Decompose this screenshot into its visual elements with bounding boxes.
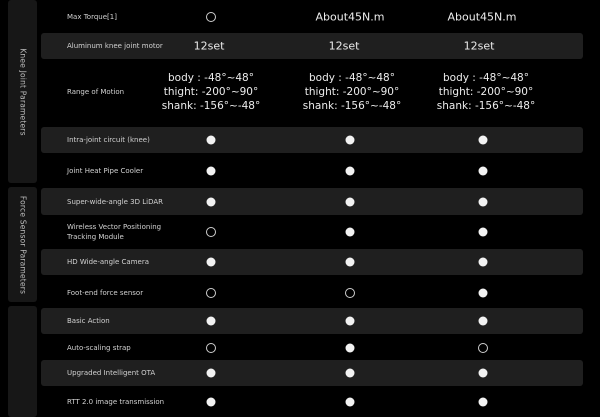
feature-present-dot: [207, 258, 216, 267]
section-knee-joint-parameters: [8, 0, 37, 183]
row-label: Max Torque[1]: [67, 12, 117, 21]
feature-present-dot: [479, 228, 488, 237]
feature-present-dot: [479, 398, 488, 407]
section-label: Knee Joint Parameters: [18, 47, 27, 136]
table-row-range-of-motion: [41, 62, 583, 122]
feature-present-dot: [207, 369, 216, 378]
feature-present-dot: [346, 136, 355, 145]
feature-present-dot: [207, 197, 216, 206]
feature-absent-dot: [478, 343, 488, 353]
range-body: body : -48°~48°: [167, 72, 254, 84]
cell-value: 12set: [463, 39, 495, 53]
section-force-sensor-parameters: [8, 187, 37, 302]
feature-present-dot: [479, 197, 488, 206]
feature-present-dot: [479, 136, 488, 145]
section-other: [8, 306, 37, 417]
table-row-max-torque: [41, 3, 583, 30]
feature-present-dot: [207, 317, 216, 326]
row-label: Foot-end force sensor: [67, 288, 144, 297]
row-label: Upgraded Intelligent OTA: [67, 369, 156, 377]
row-label: RTT 2.0 image transmission: [67, 398, 165, 406]
table-row-heat-pipe-cooler: [41, 158, 583, 184]
row-label: Intra-joint circuit (knee): [67, 136, 150, 144]
feature-present-dot: [207, 398, 216, 407]
feature-present-dot: [479, 258, 488, 267]
table-row-intra-joint-circuit: [41, 127, 583, 153]
feature-present-dot: [207, 167, 216, 176]
feature-present-dot: [346, 258, 355, 267]
range-shank: shank: -156°~-48°: [302, 100, 402, 112]
range-body: body : -48°~48°: [308, 72, 395, 84]
feature-present-dot: [346, 197, 355, 206]
feature-present-dot: [346, 228, 355, 237]
cell-value: 12set: [193, 39, 225, 53]
table-row-tracking-module: [41, 218, 583, 246]
range-shank: shank: -156°~-48°: [161, 100, 261, 112]
row-label: Auto-scaling strap: [67, 344, 131, 352]
feature-absent-dot: [206, 12, 216, 22]
range-of-motion-values: [162, 71, 260, 113]
row-label: Range of Motion: [67, 88, 125, 96]
cell-value: 12set: [328, 39, 360, 53]
feature-present-dot: [207, 136, 216, 145]
range-of-motion-values: [437, 71, 535, 113]
feature-present-dot: [479, 369, 488, 378]
feature-present-dot: [346, 167, 355, 176]
row-label: Wireless Vector Positioning Tracking Module: [67, 223, 162, 241]
section-label: Force Sensor Parameters: [18, 195, 27, 294]
range-body: body : -48°~48°: [442, 72, 529, 84]
feature-absent-dot: [345, 288, 355, 298]
row-label: Super-wide-angle 3D LiDAR: [67, 197, 164, 206]
row-label: Basic Action: [67, 317, 110, 325]
table-row-ota: [41, 360, 583, 386]
table-row-camera: [41, 249, 583, 275]
table-row-foot-sensor: [41, 279, 583, 306]
table-row-basic-action: [41, 308, 583, 334]
feature-absent-dot: [206, 227, 216, 237]
table-row-lidar: [41, 188, 583, 215]
row-label: Joint Heat Pipe Cooler: [67, 167, 144, 175]
feature-present-dot: [479, 317, 488, 326]
table-row-knee-motor: [41, 33, 583, 59]
range-thight: thight: -200°~90°: [304, 86, 400, 98]
cell-value: About45N.m: [315, 10, 385, 23]
feature-present-dot: [479, 167, 488, 176]
row-label: HD Wide-angle Camera: [67, 258, 149, 266]
feature-absent-dot: [206, 343, 216, 353]
feature-present-dot: [346, 317, 355, 326]
range-of-motion-values: [303, 71, 401, 113]
cell-value: About45N.m: [447, 10, 517, 23]
table-row-rtt: [41, 389, 583, 415]
feature-present-dot: [346, 344, 355, 353]
feature-present-dot: [479, 288, 488, 297]
range-thight: thight: -200°~90°: [163, 86, 259, 98]
row-label: Aluminum knee joint motor: [67, 42, 163, 50]
feature-present-dot: [346, 369, 355, 378]
range-shank: shank: -156°~-48°: [436, 100, 536, 112]
range-thight: thight: -200°~90°: [438, 86, 534, 98]
feature-absent-dot: [206, 288, 216, 298]
table-row-auto-strap: [41, 335, 583, 361]
feature-present-dot: [346, 398, 355, 407]
